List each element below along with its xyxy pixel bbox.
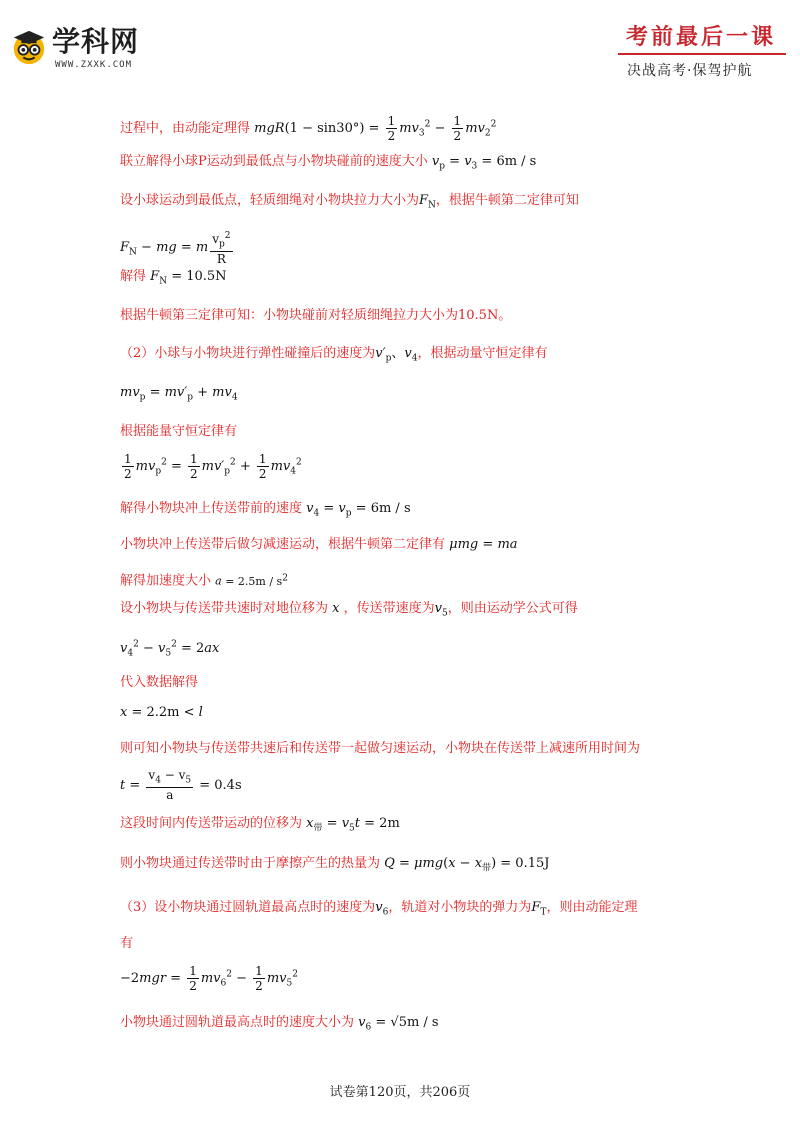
solution-line bbox=[120, 1014, 439, 1037]
equation-energy: $\frac{1}{2}$ $mv_p^2$ = $\frac{1}{2}$ $mv'_p^2$ + $\frac{1}{2}$ $mv_4^2$ bbox=[124, 452, 302, 481]
text: 联立解得小球P运动到最低点与小物块碰前的速度大小 bbox=[120, 154, 428, 169]
text: 这段时间内传送带运动的位移为 bbox=[120, 816, 303, 831]
logo-url: WWW.ZXXK.COM bbox=[55, 60, 133, 70]
solution-line bbox=[120, 500, 411, 523]
text: 则小物块通过传送带时由于摩擦产生的热量为 bbox=[120, 856, 381, 871]
text: 设小物块与传送带共速时对地位移为 bbox=[120, 601, 329, 616]
solution-line: 有 bbox=[120, 936, 134, 951]
equation-line bbox=[120, 384, 238, 407]
equation-v4: $v_4 = v_p = 6m / s$ bbox=[306, 501, 411, 519]
brand-slogan: 决战高考·保驾护航 bbox=[627, 63, 753, 79]
equation-line bbox=[120, 768, 242, 802]
equation-line bbox=[120, 229, 235, 266]
logo-name: 学科网 bbox=[52, 25, 140, 58]
text: 过程中，由动能定理得 bbox=[120, 121, 251, 136]
equation-v6: $v_6 = √5m / s$ bbox=[358, 1015, 439, 1033]
solution-line bbox=[120, 600, 578, 623]
solution-line: 代入数据解得 bbox=[120, 675, 199, 690]
equation-displacement: x = 2.2m < l bbox=[120, 705, 203, 720]
symbol-ft: $F_T$ bbox=[531, 900, 547, 918]
solution-line bbox=[120, 153, 536, 176]
text: ，传送带速度为 bbox=[343, 601, 435, 616]
equation-line bbox=[120, 452, 302, 481]
text: 小物块通过圆轨道最高点时的速度大小为 bbox=[120, 1015, 355, 1030]
solution-line bbox=[120, 569, 288, 591]
solution-line bbox=[120, 192, 579, 215]
equation-acceleration: $a = 2.5m / s^2$ bbox=[215, 573, 288, 588]
symbol-v6: $v_6$ bbox=[375, 900, 389, 918]
equation-tension-value: $F_N = 10.5N$ bbox=[150, 269, 227, 287]
text: ，则由动能定理 bbox=[546, 900, 638, 915]
symbol-velocities: $v'_p$、$v_4$ bbox=[375, 346, 418, 364]
equation-line bbox=[120, 704, 203, 722]
equation-line bbox=[120, 636, 219, 663]
equation-velocity-p: $v_p = v_3 = 6m / s$ bbox=[431, 154, 537, 172]
text: 设小球运动到最低点，轻质细绳对小物块拉力大小为 bbox=[120, 193, 420, 208]
text: （2）小球与小物块进行弹性碰撞后的速度为 bbox=[120, 346, 376, 361]
text: ，则由运动学公式可得 bbox=[447, 601, 578, 616]
equation-friction: μmg = ma bbox=[449, 537, 518, 552]
solution-line bbox=[120, 114, 496, 143]
solution-line bbox=[120, 815, 400, 838]
equation-momentum: $mv_p = mv'_p + mv_4$ bbox=[120, 385, 238, 403]
solution-line: 根据牛顿第三定律可知：小物块碰前对轻质细绳拉力大小为10.5N。 bbox=[120, 308, 512, 323]
text: 解得 bbox=[120, 269, 147, 284]
equation-top-energy: −2mgr = $\frac{1}{2}$ $mv_6^2$ − $\frac{1}{2}$ $mv_5^2$ bbox=[120, 964, 298, 993]
solution-line bbox=[120, 855, 549, 878]
text: ，轨道对小物块的弹力为 bbox=[388, 900, 532, 915]
equation-kinetic-energy-1: mgR(1 − sin30°) = $\frac{1}{2}$ $mv_3^2$ − $\frac{1}{2}$ $mv_2^2$ bbox=[254, 114, 497, 143]
equation-line bbox=[120, 964, 298, 993]
equation-time: t = $\frac{v_4 - v_5}{a}$ = 0.4s bbox=[120, 768, 242, 803]
solution-line bbox=[120, 268, 227, 291]
equation-heat: $Q = \mu mg(x - x_带) = 0.15J$ bbox=[384, 856, 550, 874]
symbol-v5: $v_5$ bbox=[434, 601, 448, 619]
equation-newton-second: $F_N$ − mg = m $\frac{v_p^2}{R}$ bbox=[120, 231, 231, 267]
brand-title: 考前最后一课 bbox=[626, 24, 777, 50]
equation-kinematics: $v_4^2 - v_5^2 = 2ax$ bbox=[120, 640, 220, 659]
text: 小物块冲上传送带后做匀减速运动，根据牛顿第二定律有 bbox=[120, 537, 446, 552]
text: 解得小物块冲上传送带前的速度 bbox=[120, 501, 303, 516]
solution-line: 则可知小物块与传送带共速后和传送带一起做匀速运动，小物块在传送带上减速所用时间为 bbox=[120, 741, 641, 756]
symbol-tension: $F_N$ bbox=[419, 193, 436, 211]
logo-mascot-icon bbox=[10, 28, 48, 66]
solution-line bbox=[120, 345, 547, 368]
page-footer: 试卷第120页，共206页 bbox=[329, 1085, 471, 1100]
equation-belt-displacement: $x_带 = v_5t = 2m$ bbox=[306, 816, 400, 834]
solution-line bbox=[120, 899, 637, 922]
brand-divider bbox=[618, 53, 786, 55]
text: 解得加速度大小 bbox=[120, 573, 212, 589]
solution-line: 根据能量守恒定律有 bbox=[120, 424, 238, 439]
solution-line bbox=[120, 536, 518, 554]
text: ，根据牛顿第二定律可知 bbox=[435, 193, 579, 208]
text: （3）设小物块通过圆轨道最高点时的速度为 bbox=[120, 900, 376, 915]
symbol-x: x bbox=[328, 601, 344, 616]
text: ，根据动量守恒定律有 bbox=[417, 346, 548, 361]
